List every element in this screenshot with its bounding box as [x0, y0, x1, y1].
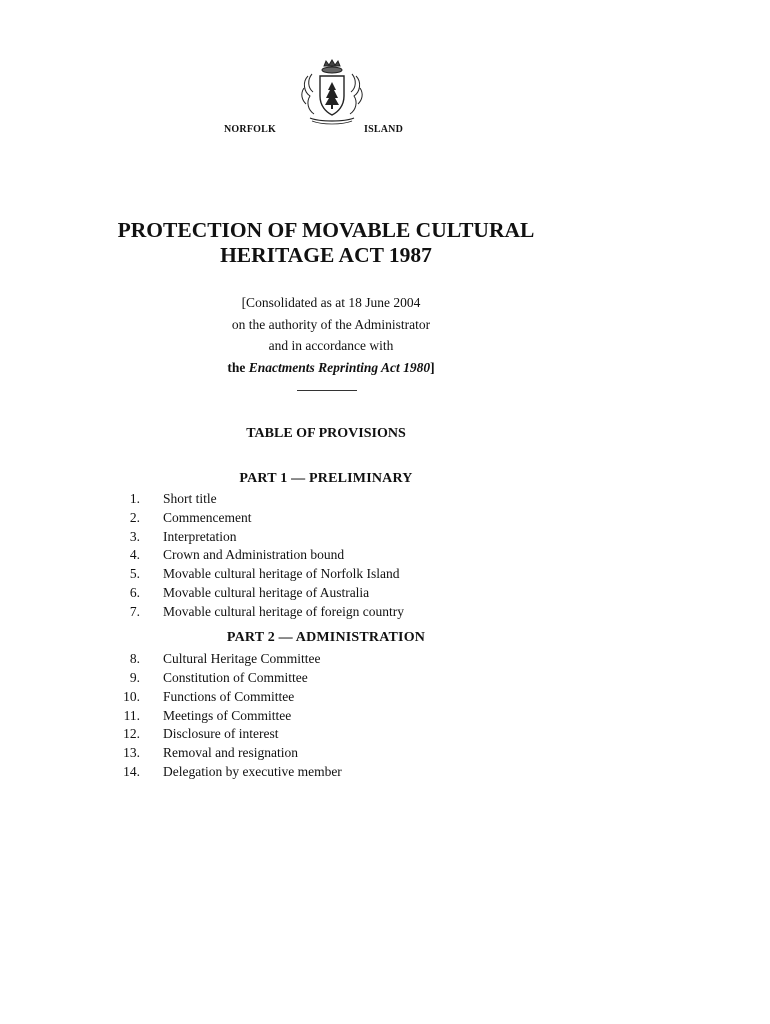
section-title: Meetings of Committee	[163, 708, 292, 723]
jurisdiction-label-right: ISLAND	[364, 124, 403, 135]
reprinting-act-name: Enactments Reprinting Act 1980	[248, 359, 431, 375]
consolidation-line-2: on the authority of the Administrator	[231, 316, 431, 332]
section-title: Commencement	[163, 510, 252, 525]
jurisdiction-label-left: NORFOLK	[224, 124, 276, 135]
section-title: Movable cultural heritage of Australia	[163, 585, 370, 600]
consolidation-line-4	[180, 357, 482, 379]
section-number: 7.	[129, 604, 140, 619]
consolidation-note	[180, 292, 482, 378]
section-title: Interpretation	[163, 529, 237, 544]
section-title: Removal and resignation	[163, 745, 298, 760]
section-title: Movable cultural heritage of foreign country	[163, 604, 405, 619]
section-number: 2.	[129, 510, 140, 525]
section-title: Delegation by executive member	[163, 764, 342, 779]
section-number: 8.	[129, 651, 140, 666]
consolidation-suffix: ]	[430, 359, 435, 375]
consolidation-line-3: and in accordance with	[268, 338, 394, 353]
section-number: 9.	[129, 670, 140, 685]
section-title: Short title	[163, 491, 217, 506]
section-title: Crown and Administration bound	[163, 547, 345, 562]
section-number: 5.	[129, 566, 140, 581]
section-title: Disclosure of interest	[163, 726, 279, 741]
section-number: 4.	[129, 547, 140, 562]
toc-heading: TABLE OF PROVISIONS	[246, 426, 406, 441]
section-number: 3.	[129, 529, 140, 544]
consolidation-prefix: the	[227, 359, 249, 375]
section-number: 1.	[129, 491, 140, 506]
section-title: Movable cultural heritage of Norfolk Island	[163, 566, 400, 581]
act-title-line-1: PROTECTION OF MOVABLE CULTURAL	[117, 218, 535, 242]
section-number: 14.	[123, 764, 140, 779]
consolidation-line-1: [Consolidated as at 18 June 2004	[241, 295, 421, 310]
section-number: 10.	[123, 689, 140, 704]
section-number: 11.	[123, 708, 140, 723]
divider	[297, 390, 357, 391]
act-title	[90, 218, 562, 268]
part-2-heading: PART 2 — ADMINISTRATION	[226, 630, 426, 645]
section-number: 6.	[129, 585, 140, 600]
section-number: 12.	[123, 726, 140, 741]
section-number: 13.	[123, 745, 140, 760]
section-title: Functions of Committee	[163, 689, 295, 704]
coat-of-arms-icon	[298, 58, 366, 126]
part-1-heading: PART 1 — PRELIMINARY	[239, 471, 413, 486]
section-title: Constitution of Committee	[163, 670, 308, 685]
act-title-line-2: HERITAGE ACT 1987	[220, 243, 432, 267]
section-title: Cultural Heritage Committee	[163, 651, 321, 666]
